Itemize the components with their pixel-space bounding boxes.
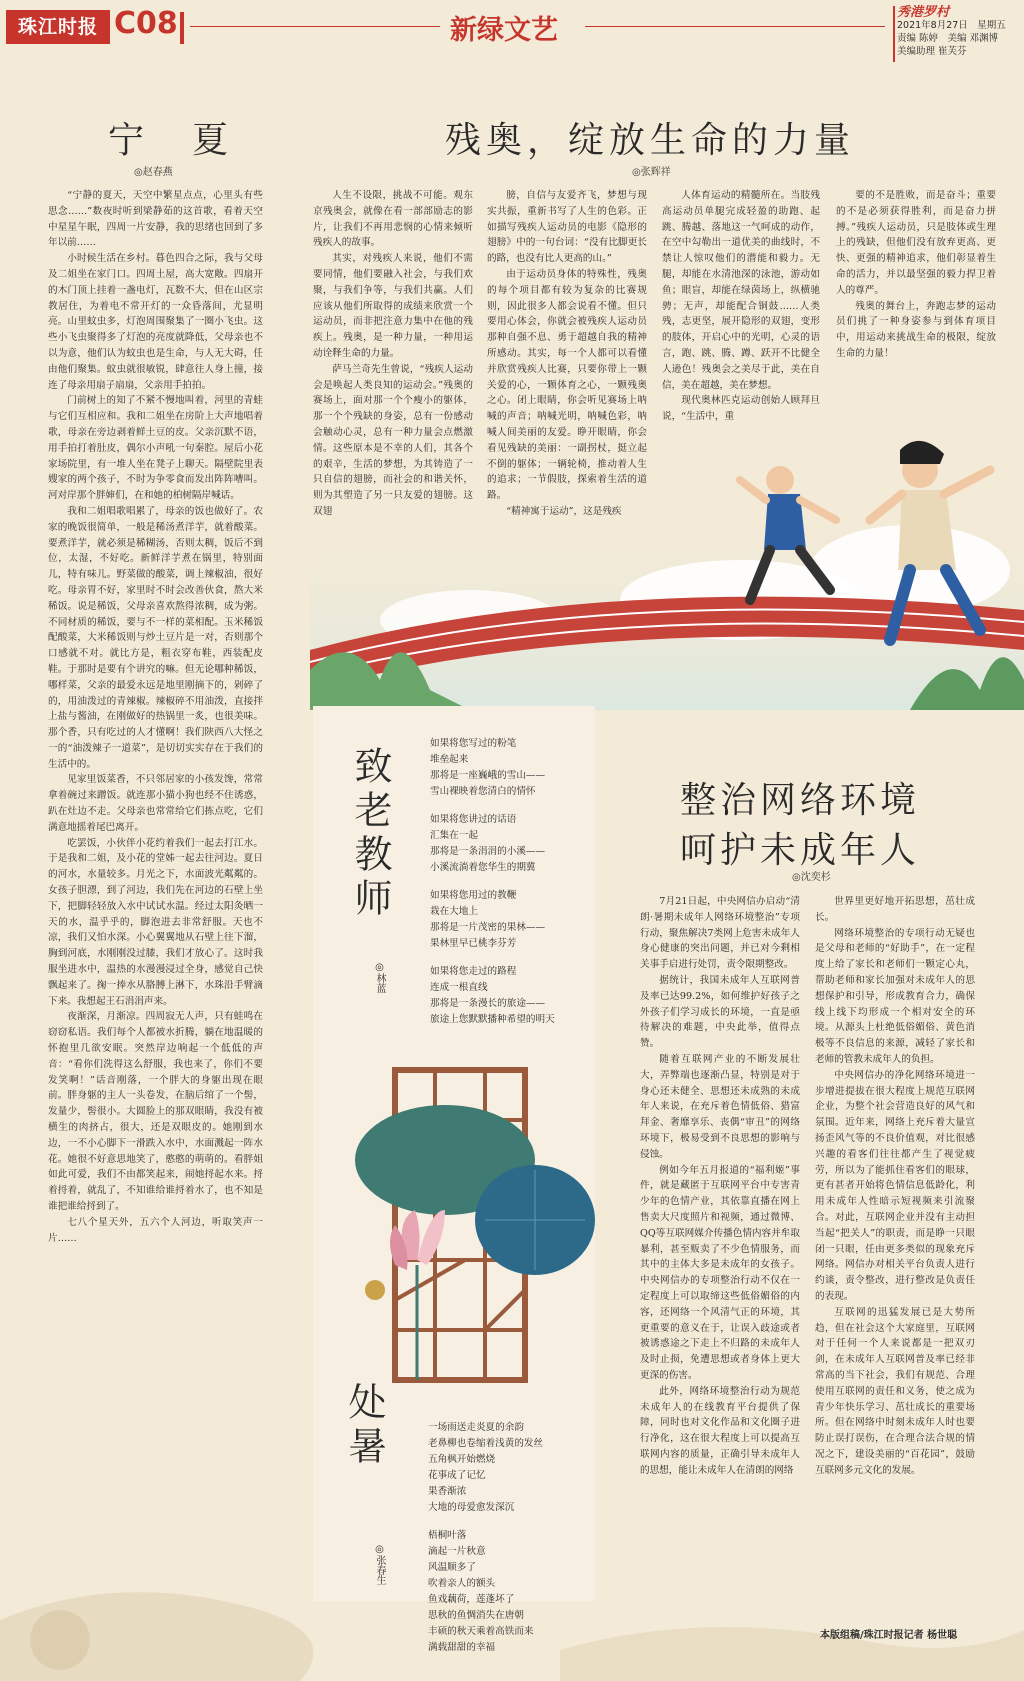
paragraph: 人体育运动的精髓所在。当肢残高运动员单腿完成轻盈的助跑、起跳、腾越、落地这一气呵成的动作，在空中勾勒出一道优美的曲线时，不禁让人惊叹他们的潜能和毅力。无腿，却能在水清池深的泳池，游动如鱼；眼盲，却能在绿茵场上，纵横驰骋；无声，却能配合铜鼓……人类残，志更坚，展开隐形的双翅，变形的肢体，开启心中的光明，心灵的语言，跑、跳、腾、蹲、跃开不比健全人逊色！残奥会之美尽于此，美在自信，美在超越，美在梦想。 — [662, 190, 820, 391]
info-rule — [893, 6, 895, 62]
paragraph: 世界里更好地开拓思想，茁壮成长。 — [815, 896, 975, 923]
poem-line: 果香渐浓 — [428, 1486, 467, 1497]
paragraph: 例如今年五月报道的“福利姬”事件，就是藏匿于互联网平台中专害青少年的色情产业，其依靠直播在网上售卖大尺度照片和视频，通过微博、QQ等互联网媒介传播色情内容并牟取暴利，甚至贩卖了不少色情服务，而其中的主体大多是未成年的女孩子。中央网信办的专项整治行动不仅在一定程度上可以取缔这些低俗媚俗的内容，还网络一个风清气正的环境，其更重要的意义在于，让误入歧途或者被诱惑途之下走上不归路的未成年人及时止损，免遭思想或者身体上更大更深的伤害。 — [640, 1164, 800, 1381]
brand-name: 秀港罗村 — [897, 5, 950, 20]
poem-line: 思秋的鱼惆消失在唐朝 — [428, 1610, 524, 1621]
paragraph: 人生不设限，挑战不可能。观东京残奥会，就像在看一部部励志的影片，让我们不再用悲悯的心情来倾听残疾人的故事。 — [313, 190, 473, 249]
poem-line: 丰硕的秋天乘着高铁而来 — [428, 1626, 534, 1637]
paragraph: 我和二姐唱歌唱累了，母亲的饭也做好了。农家的晚饭很简单，一般是稀汤煮洋芋，就着酸菜。要煮洋芋，就必须是稀糊汤，否则太稠，饭后不到位，太湿，不好吃。新鲜洋芋煮在锅里，特别面儿，特有味儿。野菜做的酸菜，调上辣椒油，很好吃。母亲胃不好，家里时不时会改善伙食，熬大米稀饭。说是稀饭，父母亲喜欢熬得浓稠，成为粥。不同材质的稀饭，要与不一样的菜相配。玉米稀饭配酸菜，大米稀饭则与炒土豆片是一对，否则那个口感就不对。就比方是，粗衣穿布鞋，西装配皮鞋。于那时是要有个讲究的嘛。但无论哪种稀饭，哪样菜，父亲的最爱永远是地里刚摘下的，剁碎了的，用油泼过的青辣椒。辣椒碎不用油泼，直接拌上盐与酱油，在刚做好的热锅里一炙，也很美味。那个香，只有吃过的人才懂啊！我们陕西八大怪之一的“油泼辣子一道菜”，是切切实实存在于我们的生活中的。 — [48, 505, 263, 770]
poem1-author: ◎林蓝 — [374, 962, 385, 993]
stanza-gap — [430, 800, 555, 812]
poem-line: 那将是一座巍峨的雪山—— — [430, 770, 546, 781]
poem-line: 鱼戏藕荷，莲蓬坏了 — [428, 1594, 515, 1605]
poem-line: 连成一根直线 — [430, 982, 488, 993]
paragraph: 其实，对残疾人来说，他们不需要同情，他们要融入社会，与我们欢聚，与我们争等，与我们共赢。人们应该从他们所取得的成绩来欣赏一个运动员，而非把注意力集中在他的残疾上。残奥，是一种力量，一种用运动诠释生命的力量。 — [313, 253, 473, 359]
edition-info — [897, 6, 1021, 58]
poem-line: 那将是一条涓涓的小溪—— — [430, 846, 546, 857]
poem-line: 栽在大地上 — [430, 906, 478, 917]
assistant-editor: 美编助理 崔芙芬 — [897, 46, 967, 57]
article3-title-line1: 整治网络环境 — [680, 780, 921, 821]
masthead-logo: 珠江时报 — [6, 10, 110, 44]
poem-line: 如果将您讲过的话语 — [430, 814, 517, 825]
article1-author: ◎赵春燕 — [134, 167, 173, 178]
paragraph: 夜渐深，月渐凉。四周寂无人声，只有蛙鸣在窃窃私语。我们每个人都被水折腾，躺在地温暖的怀抱里几欲安眠。突然岸边响起一个低低的声音：“看你们洗得这么舒服，我也来了，你们不要发笑啊！”话音刚落，一个胖大的身躯出现在眼前。胖身躯的主人一头卷发，在脑后绾了一个髻，发量少，髻很小。大圆脸上的那双眼睛，我没有被横生的肉挤占，很大，还是双眼皮的。她刚到水边，一不小心脚下一滑跌入水中，水面溅起一阵水花。她很不好意思地笑了，憨憨的萌萌的。看胖姐如此可爱，我们不由都笑起来，闹她捋起水来。捋着捋着，就乱了，不知谁给谁捋着水了，也不知是谁把谁给捋到了。 — [48, 1011, 263, 1212]
paragraph: 残奥的舞台上，奔跑志梦的运动员们挑了一种身姿参与到体育项目中，用运动来挑战生命的极限，绽放生命的力量！ — [836, 300, 996, 359]
stanza-gap — [430, 952, 555, 964]
runner-illustration — [310, 450, 1024, 710]
header-bar — [180, 12, 184, 44]
poem-line: 老鼻柳也卷缩着浅黄的发丝 — [428, 1438, 544, 1449]
poem2-title: 处暑 — [342, 1382, 386, 1470]
article3-col1 — [640, 894, 800, 1572]
poem-line: 滴起一片秋意 — [428, 1546, 486, 1557]
poem-line: 风温顺多了 — [428, 1562, 476, 1573]
paragraph: 此外，网络环境整治行动为规范未成年人的在线教育平台提供了保障，同时也对文化作品和文化圈子进行净化，这在很大程度上可以提高互联网内容的质量，正确引导未成年人的思想，能让未成年人在清朗的网络 — [640, 1385, 800, 1476]
poem-line: 梧桐叶落 — [428, 1530, 467, 1541]
poem-line: 小溪流淌着您华生的期冀 — [430, 862, 536, 873]
issue-date: 2021年8月27日 星期五 — [897, 20, 1006, 31]
article2-col3 — [662, 188, 820, 478]
poem-line: 那将是一条漫长的旅途—— — [430, 998, 546, 1009]
article3-title-line2: 呵护未成年人 — [680, 830, 921, 871]
poem-line: 旅途上您默默播种希望的明天 — [430, 1014, 555, 1025]
poem-line: 满载甜甜的幸福 — [428, 1642, 496, 1653]
poem1-title: 致老教师 — [348, 746, 392, 922]
header-rule-left — [190, 26, 440, 27]
paragraph: 现代奥林匹克运动创始人顾拜旦说，“生活中，重 — [662, 395, 820, 423]
paragraph: 膀，自信与友爱齐飞，梦想与现实共振，重新书写了人生的色彩。正如描写残疾人运动员的电影《隐形的翅膀》中的一句台词：“没有比脚更长的路，也没有比人更高的山。” — [487, 190, 647, 265]
article3-author: ◎沈奕杉 — [792, 872, 831, 883]
article2-author: ◎张辉祥 — [632, 167, 671, 178]
poem-line: 那将是一片茂密的果林—— — [430, 922, 546, 933]
poem-line: 汇集在一起 — [430, 830, 478, 841]
editors: 责编 陈婷 美编 邓渊博 — [897, 33, 999, 44]
article2-col4 — [836, 188, 996, 388]
poem-line: 如果将您走过的路程 — [430, 966, 517, 977]
bottom-wave-decoration — [0, 1500, 1024, 1681]
poem-line: 果林里早已桃李芬芳 — [430, 938, 517, 949]
poem-line: 如果将您写过的粉笔 — [430, 738, 517, 749]
paragraph: “宁静的夏天，天空中繁星点点，心里头有些思念……”数夜时听到梁静茹的这首歌，看着天空中星星午眠，四周一片安静，我的思绪也回到了多年以前…… — [48, 190, 263, 249]
paragraph: 要的不是胜败，而是奋斗；重要的不是必须获得胜利，而是奋力拼搏。”残疾人运动员，只是肢体或生理上的残缺，但他们没有放弃更高、更快、更强的精神追求，他们彰显着生命的活力，并以最坚强的毅力捍卫着人的尊严。 — [836, 190, 996, 296]
page-credit: 本版组稿/珠江时报记者 杨世聪 — [820, 1630, 958, 1641]
paragraph: 吃罢饭，小伙伴小花约着我们一起去打江水。于是我和二姐，及小花的堂姊一起去往河边。夏日的河水，水量较多。月光之下，水面波光粼粼的。女孩子胆漂，到了河边，我们先在河边的石壁上坐下，把脚轻轻放入水中试试水温。经过太阳灸晒一天的水，温乎乎的，脚泡进去非常舒服。天也不凉，我们又怕水深。小心翼翼地从石壁上往下溜，胸到河底，水刚刚没过膝，我们才放心了。这时我服坐进水中，温热的水漫漫浸过全身，感觉自己快飘起来了。掬一捧水从胳膊上淋下，水珠沿手臂滴下来。我想起王石涓涓声来。 — [48, 837, 263, 1007]
paragraph: 由于运动员身体的特殊性，残奥的每个项目都有较为复杂的比赛规则，因此很多人都会说看不懂。但只要用心体会，你就会被残疾人运动员那种自强不息、勇于超越自我的精神所感动。其实，每一个人都可以看懂并欣赏残疾人比赛，只要你带上一颗关爱的心，一颗体育之心，一颗残奥之心。闭上眼睛，你会听见赛场上呐喊的声音；呐喊光明，呐喊色彩，呐喊人间美丽的友爱。睁开眼睛，你会看见残缺的美丽：一副拐杖，挺立起不倒的躯体；一辆轮椅，推动着人生的追求；一节假肢，探索着生活的道路。 — [487, 268, 647, 502]
paragraph: 门前树上的知了不紧不慢地叫着，河里的青蛙与它们互相应和。我和二姐坐在房阶上大声地唱着歌，母亲在旁边剥着鲜土豆的皮。父亲沉默不语，用手拍打着肚皮，偶尔小声吼一句秦腔。屋后小花家场院里，有一堆人坐在凳子上聊天。隔壁院里表嫂家的两个孩子，不时为争零食而发出阵阵嘈叫。河对岸那个胖婶们，在和她的柏树隔岸喊话。 — [48, 395, 263, 502]
poem-line: 堆垒起来 — [430, 754, 469, 765]
article1-title: 宁 夏 — [108, 120, 235, 161]
poem-line: 大地的母爱愈发深沉 — [428, 1502, 515, 1513]
poem-line: 如果将您用过的教鞭 — [430, 890, 517, 901]
article3-col2 — [815, 894, 975, 1572]
poem-line: 五角枫开始燃烧 — [428, 1454, 496, 1465]
paragraph: 见家里饭菜香，不只邻居家的小孩发馋，常常拿着碗过来蹭饭。就连那小猫小狗也经不住诱惑，趴在灶边不走。父母亲也常常给它们拣点吃，它们满意地摇着尾巴离开。 — [48, 774, 263, 833]
page-number: C08 — [114, 6, 178, 41]
paragraph: 网络环境整治的专项行动无疑也是父母和老师的“好助手”，在一定程度上给了家长和老师们一颗定心丸，帮助老师和家长加强对未成年人的思想保护和引导，形成教育合力，确保线上线下均形成一个相对安全的环境。从源头上杜绝低俗媚俗、黄色消极等不良信息的来源，减轻了家长和老师的管教未成年人的负担。 — [815, 927, 975, 1065]
paragraph: 据统计，我国未成年人互联网普及率已达99.2%，如何维护好孩子之外孩子们学习成长的环境，一直是亟待解决的难题，中央此举，值得点赞。 — [640, 974, 800, 1050]
section-title: 新绿文艺 — [450, 15, 558, 46]
paragraph: 中央网信办的净化网络环境进一步增进提拔在很大程度上规范互联网企业，为整个社会营造良好的风气和氛围。近年来，网络上充斥着大量宣扬歪风气等的不良价值观，对比很感兴趣的看客们往往都产生了视觉疲劳，所以为了能抓住看客们的眼球，更有甚者开始将色情信息低龄化，利用未成年人性暗示短视频来引流聚合。对此，互联网企业并没有主动担当起“把关人”的职责，而是睁一只眼闭一只眼，任由更多类似的现象充斥网络。网信办对相关平台负责人进行约谈，责令整改，进行整改是负责任的表现。 — [815, 1069, 975, 1302]
paragraph: 随着互联网产业的不断发展壮大，弄弊端也逐渐凸显，特别是对于身心还未健全、思想还未成熟的未成年人来说，在充斥着色情低俗、猎富拜金、奢靡享乐、丧偶“审丑”的网络环境下，极易受到不良思想的影响与侵蚀。 — [640, 1053, 800, 1160]
header-rule-right — [585, 26, 885, 27]
paragraph: 互联网的迅猛发展已是大势所趋，但在社会这个大家庭里，互联网对于任何一个人来说都是一把双刃剑，在未成年人互联网普及率已经非常高的当下社会，我们有规范、合理使用互联网的责任和义务，使之成为青少年快乐学习、茁壮成长的重要场所。但在网络中时刻未成年人时也要防止误打误伤，在合理合法合规的情况之下，建设美丽的“百花园”，鼓励互联网多元文化的发展。 — [815, 1306, 975, 1476]
poem-line: 花事成了记忆 — [428, 1470, 486, 1481]
poem1-body — [430, 736, 555, 1028]
paragraph: 7月21日起，中央网信办启动“清朗·暑期未成年人网络环境整治”专项行动，聚焦解决7类网上危害未成年人身心健康的突出问题，并已对今剩相关事手启进行处罚，责令限期整改。 — [640, 896, 800, 971]
stanza-gap — [430, 876, 555, 888]
paragraph: 七八个星天外，五六个人河边，听取笑声一片…… — [48, 1216, 263, 1244]
poem-line: 雪山裸映着您清白的情怀 — [430, 786, 536, 797]
paragraph: 小时候生活在乡村。暮色四合之际，我与父母及二姐坐在家门口。四周土屋，高大宽敞。四扇开的木门顶上挂着一盏电灯，瓦数不大，但在山区宗教居住，为着电不常开灯的一众昏落间，尤显明亮。山里蚊虫多，灯泡周围聚集了一圈小飞虫。这些小飞虫聚得多了灯泡的亮度就降低，父母亲也不以为意，他们认为蚊虫也是生命，与人无大碍，任由他们聚集。蚊虫就很敏锐，肆意往人身上撞，接连了母亲用扇子扇扇，父亲用手拍拍。 — [48, 253, 263, 391]
poem-line: 一场雨送走炎夏的余韵 — [428, 1422, 524, 1433]
paragraph: 萨马兰奇先生曾说，“残疾人运动会是唤起人类良知的运动会。”残奥的赛场上，面对那一个个瘦小的躯体，那一个个残缺的身姿，总有一份感动会触动心灵，总有一种力量会点燃激情。这些原本是不幸的人们，其各个的艰辛，生活的梦想，为其铸造了一只自信的翅膀，而社会的和谐关怀，则为其塑造了另一只友爱的翅膀。这 — [313, 363, 473, 502]
poem-line: 吹着亲人的额头 — [428, 1578, 496, 1589]
article2-title: 残奥，绽放生命的力量 — [445, 120, 856, 161]
article1-body — [48, 188, 263, 1608]
lotus-window-illustration — [335, 1060, 595, 1390]
poem2-author: ◎张春生 — [374, 1544, 385, 1585]
